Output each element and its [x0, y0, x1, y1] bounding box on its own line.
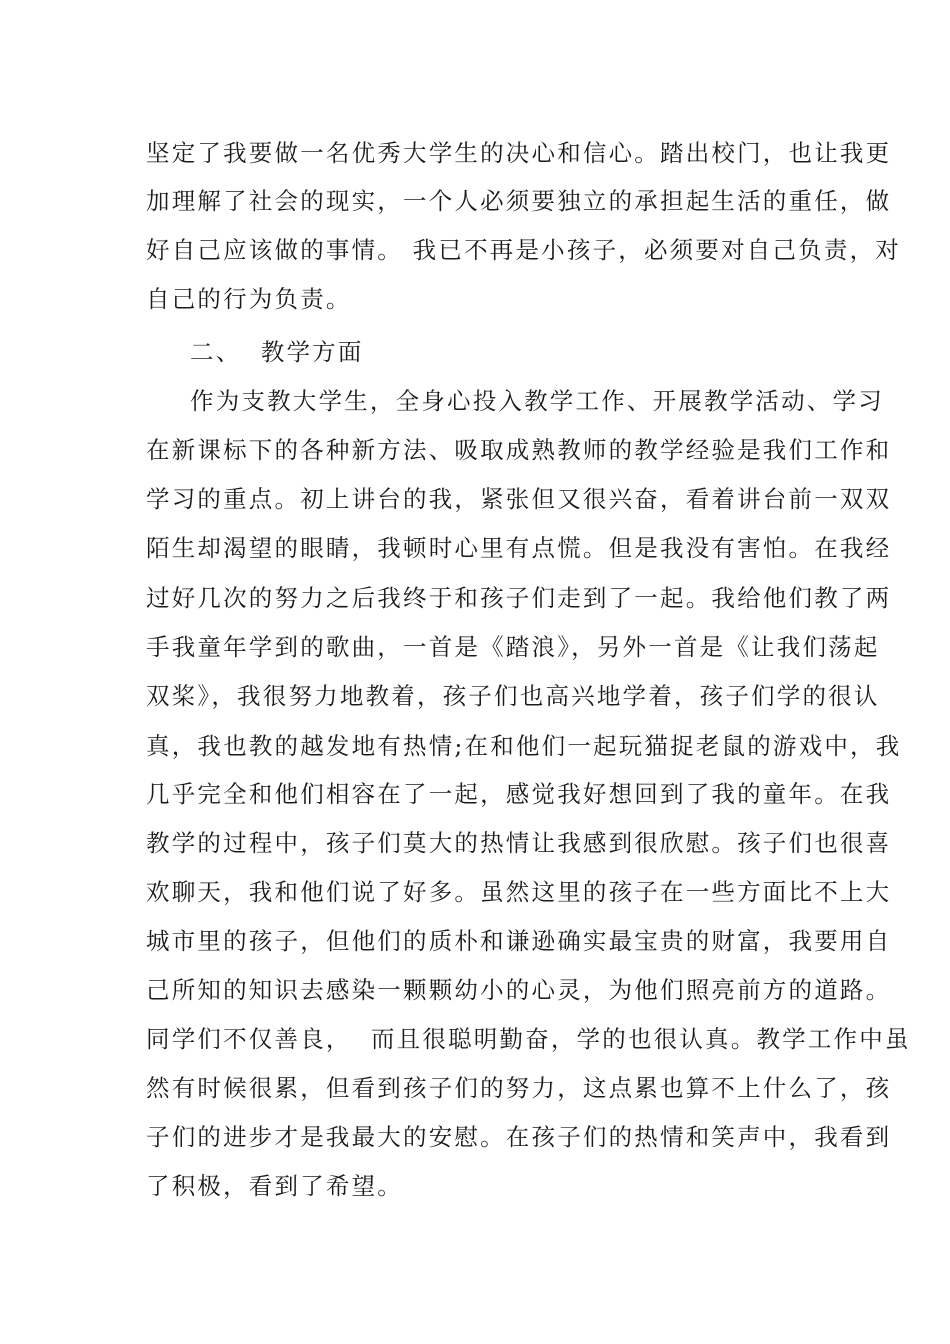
- text-line: 真，我也教的越发地有热情;在和他们一起玩猫捉老鼠的游戏中，我: [146, 732, 902, 760]
- text-line: 学习的重点。初上讲台的我，紧张但又很兴奋，看着讲台前一双双: [146, 485, 892, 513]
- text-line: 坚定了我要做一名优秀大学生的决心和信心。踏出校门，也让我更: [146, 139, 892, 167]
- text-line: 子们的进步才是我最大的安慰。在孩子们的热情和笑声中，我看到: [146, 1123, 892, 1151]
- section-heading: 二、 教学方面: [190, 338, 364, 366]
- text-line: 陌生却渴望的眼睛，我顿时心里有点慌。但是我没有害怕。在我经: [146, 534, 892, 562]
- text-line: 教学的过程中，孩子们莫大的热情让我感到很欣慰。孩子们也很喜: [146, 829, 892, 857]
- text-line: 作为支教大学生，全身心投入教学工作、开展教学活动、学习: [190, 387, 884, 415]
- text-line: 了积极，看到了希望。: [146, 1172, 403, 1200]
- text-line: 自己的行为负责。: [146, 285, 352, 313]
- text-line: 过好几次的努力之后我终于和孩子们走到了一起。我给他们教了两: [146, 584, 892, 612]
- text-line: 双桨》，我很努力地教着，孩子们也高兴地学着，孩子们学的很认: [146, 682, 880, 710]
- text-line: 同学们不仅善良， 而且很聪明勤奋，学的也很认真。教学工作中虽: [146, 1025, 911, 1053]
- text-line: 欢聊天，我和他们说了好多。虽然这里的孩子在一些方面比不上大: [146, 878, 892, 906]
- text-line: 加理解了社会的现实，一个人必须要独立的承担起生活的重任，做: [146, 187, 892, 215]
- text-line: 在新课标下的各种新方法、吸取成熟教师的教学经验是我们工作和: [146, 436, 892, 464]
- text-line: 好自己应该做的事情。 我已不再是小孩子，必须要对自己负责，对: [146, 236, 901, 264]
- text-line: 手我童年学到的歌曲，一首是《踏浪》，另外一首是《让我们荡起: [146, 633, 880, 661]
- text-line: 城市里的孩子，但他们的质朴和谦逊确实最宝贵的财富，我要用自: [146, 927, 892, 955]
- text-line: 几乎完全和他们相容在了一起，感觉我好想回到了我的童年。在我: [146, 780, 892, 808]
- text-line: 然有时候很累，但看到孩子们的努力，这点累也算不上什么了，孩: [146, 1074, 892, 1102]
- text-line: 己所知的知识去感染一颗颗幼小的心灵，为他们照亮前方的道路。: [146, 976, 892, 1004]
